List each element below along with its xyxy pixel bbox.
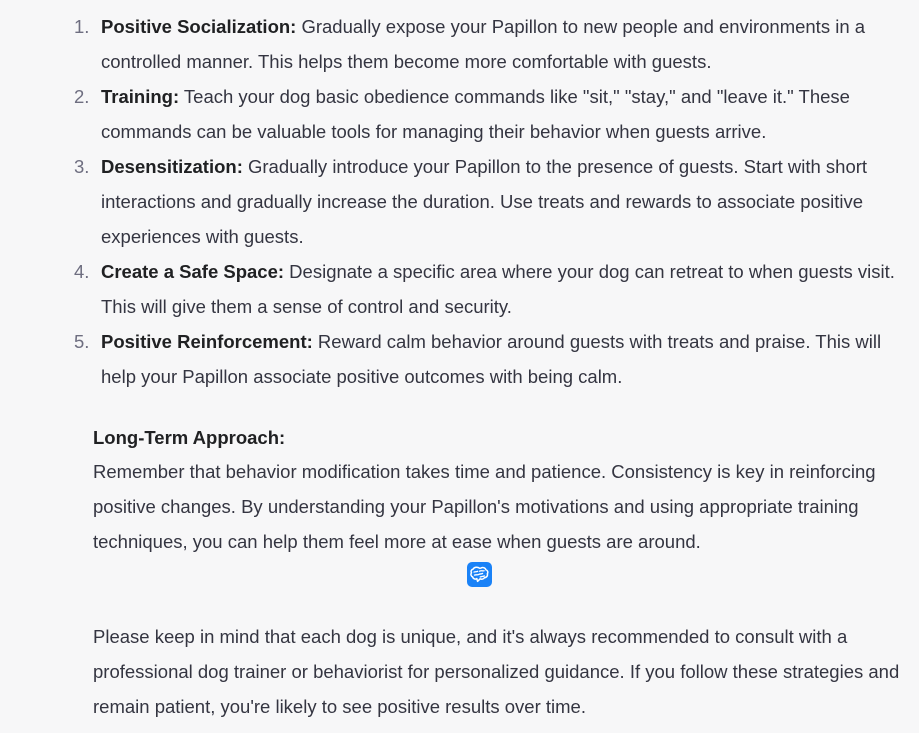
list-item — [0, 149, 919, 254]
list-item-title: Create a Safe Space: — [101, 261, 285, 282]
list-item-title: Desensitization: — [101, 156, 243, 177]
list-item-number: 1. — [74, 16, 90, 37]
list-item-number: 2. — [74, 86, 90, 107]
strategy-list — [0, 9, 919, 394]
brain-icon — [470, 566, 489, 583]
list-item — [0, 254, 919, 324]
list-item-title: Positive Socialization: — [101, 16, 297, 37]
list-item-text: Gradually introduce your Papillon to the presence of guests. Start with short interactions and gradually increase the duration. Use treats and rewards to associate positive experiences with guests. — [101, 156, 868, 247]
list-item-text: Teach your dog basic obedience commands like "sit," "stay," and "leave it." These commands can be valuable tools for managing their behavior when guests arrive. — [101, 86, 850, 142]
list-item — [0, 324, 919, 394]
long-term-heading: Long-Term Approach: — [93, 427, 286, 448]
long-term-paragraph: Remember that behavior modification takes time and patience. Consistency is key in reinforcing positive changes. By understanding your Papillon's motivations and using appropriate training techniques, you can help them feel more at ease when guests are around. — [93, 461, 876, 552]
list-item-number: 5. — [74, 331, 90, 352]
list-item-number: 3. — [74, 156, 90, 177]
list-item — [0, 9, 919, 79]
brain-button[interactable] — [467, 562, 492, 587]
list-item-text: Reward calm behavior around guests with treats and praise. This will help your Papillon associate positive outcomes with being calm. — [101, 331, 882, 387]
list-item-number: 4. — [74, 261, 90, 282]
closing-paragraph: Please keep in mind that each dog is unique, and it's always recommended to consult with a professional dog trainer or behaviorist for personalized guidance. If you follow these strategies and remain patient, you're likely to see positive results over time. — [93, 626, 900, 717]
list-item — [0, 79, 919, 149]
list-item-title: Training: — [101, 86, 180, 107]
list-item-title: Positive Reinforcement: — [101, 331, 313, 352]
list-item-text: Designate a specific area where your dog can retreat to when guests visit. This will give them a sense of control and security. — [101, 261, 895, 317]
list-item-text: Gradually expose your Papillon to new people and environments in a controlled manner. This helps them become more comfortable with guests. — [101, 16, 866, 72]
